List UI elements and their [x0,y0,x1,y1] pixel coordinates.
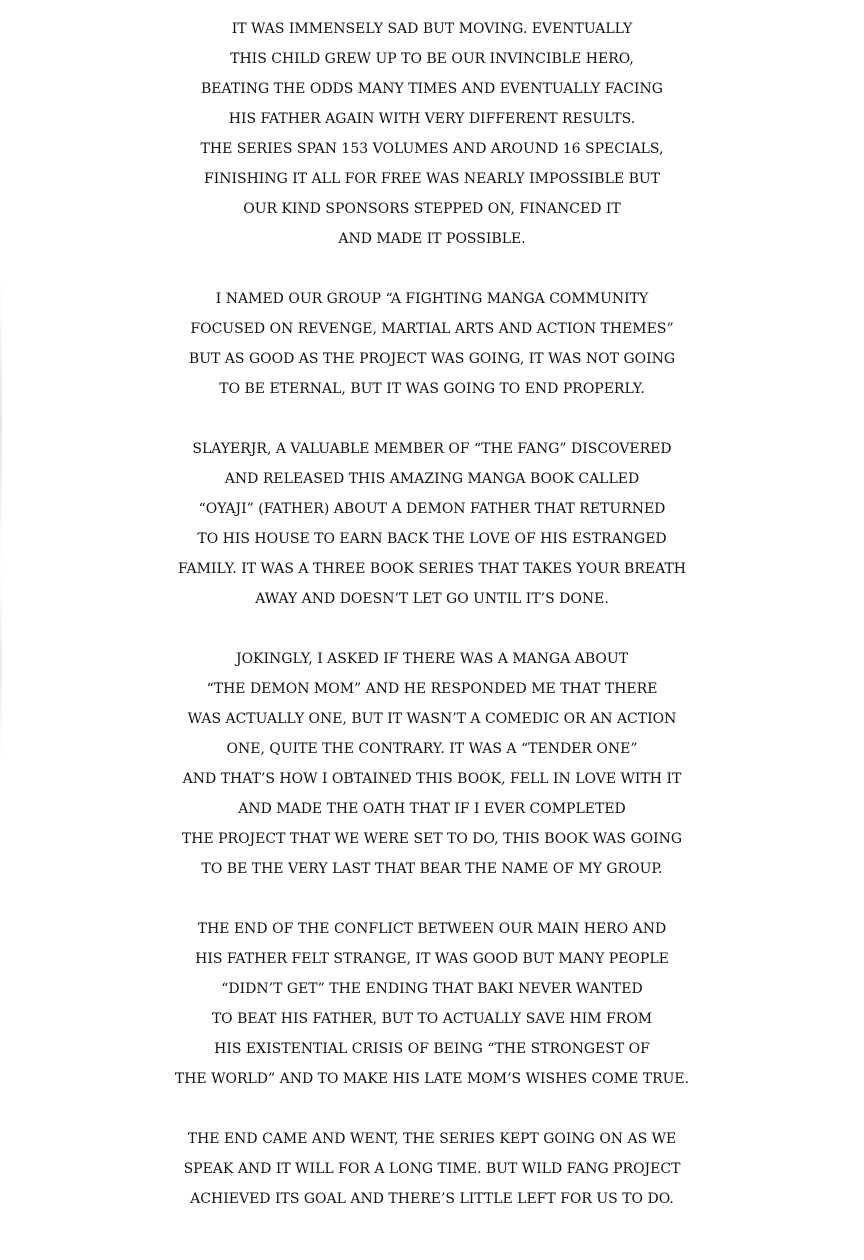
paragraph-line: THE SERIES SPAN 153 VOLUMES AND AROUND 16 SPECIALS, [200,141,664,157]
paragraph-line: I NAMED OUR GROUP “A FIGHTING MANGA COMMUNITY [215,291,649,307]
paragraph-line: AND MADE IT POSSIBLE. [338,231,526,247]
paragraph-line: BEATING THE ODDS MANY TIMES AND EVENTUALLY FACING [201,81,663,97]
paragraph-line: WAS ACTUALLY ONE, BUT IT WASN’T A COMEDIC OR AN ACTION [187,711,677,727]
paragraph-line: HIS FATHER FELT STRANGE, IT WAS GOOD BUT MANY PEOPLE [195,951,669,967]
paragraph-line: AND RELEASED THIS AMAZING MANGA BOOK CALLED [224,471,640,487]
paragraph-line: “DIDN’T GET” THE ENDING THAT BAKI NEVER WANTED [221,981,643,997]
paragraph-2 [0,284,864,404]
paragraph-line: ACHIEVED ITS GOAL AND THERE’S LITTLE LEFT FOR US TO DO. [190,1191,674,1207]
paragraph-line: HIS EXISTENTIAL CRISIS OF BEING “THE STRONGEST OF [214,1041,650,1057]
paragraph-line: TO BEAT HIS FATHER, BUT TO ACTUALLY SAVE HIM FROM [211,1011,653,1027]
paragraph-line: “THE DEMON MOM” AND HE RESPONDED ME THAT THERE [206,681,658,697]
paragraph-line: SPEAK AND IT WILL FOR A LONG TIME. BUT WILD FANG PROJECT [183,1161,681,1177]
paragraph-line: “OYAJI” (FATHER) ABOUT A DEMON FATHER THAT RETURNED [198,501,666,517]
paragraph-line: HIS FATHER AGAIN WITH VERY DIFFERENT RESULTS. [228,111,636,127]
paragraph-line: FAMILY. IT WAS A THREE BOOK SERIES THAT TAKES YOUR BREATH [178,561,686,577]
paragraph-line: OUR KIND SPONSORS STEPPED ON, FINANCED IT [243,201,621,217]
paragraph-line: THE END OF THE CONFLICT BETWEEN OUR MAIN HERO AND [197,921,667,937]
paragraph-line: IT WAS IMMENSELY SAD BUT MOVING. EVENTUALLY [231,21,633,37]
paragraph-6 [0,1124,864,1214]
paragraph-3 [0,434,864,614]
paragraph-line: TO HIS HOUSE TO EARN BACK THE LOVE OF HIS ESTRANGED [197,531,667,547]
paragraph-line: AND MADE THE OATH THAT IF I EVER COMPLETED [238,801,626,817]
paragraph-1 [0,14,864,254]
paragraph-line: JOKINGLY, I ASKED IF THERE WAS A MANGA ABOUT [235,651,629,667]
paragraph-line: AND THAT’S HOW I OBTAINED THIS BOOK, FELL IN LOVE WITH IT [182,771,682,787]
paragraph-line: AWAY AND DOESN’T LET GO UNTIL IT’S DONE. [255,591,609,607]
paragraph-line: SLAYERJR, A VALUABLE MEMBER OF “THE FANG” DISCOVERED [192,441,672,457]
paragraph-4 [0,644,864,884]
paragraph-line: THE PROJECT THAT WE WERE SET TO DO, THIS BOOK WAS GOING [181,831,683,847]
paragraph-line: TO BE THE VERY LAST THAT BEAR THE NAME OF MY GROUP. [201,861,663,877]
paragraph-line: TO BE ETERNAL, BUT IT WAS GOING TO END PROPERLY. [219,381,645,397]
paragraph-line: THE WORLD” AND TO MAKE HIS LATE MOM’S WISHES COME TRUE. [174,1071,690,1087]
paragraph-line: ONE, QUITE THE CONTRARY. IT WAS A “TENDER ONE” [226,741,638,757]
paragraph-line: FOCUSED ON REVENGE, MARTIAL ARTS AND ACTION THEMES” [190,321,674,337]
paragraph-5 [0,914,864,1094]
paragraph-line: THIS CHILD GREW UP TO BE OUR INVINCIBLE HERO, [230,51,634,67]
paragraph-line: THE END CAME AND WENT, THE SERIES KEPT GOING ON AS WE [187,1131,677,1147]
paragraph-line: FINISHING IT ALL FOR FREE WAS NEARLY IMPOSSIBLE BUT [203,171,660,187]
paragraph-line: BUT AS GOOD AS THE PROJECT WAS GOING, IT WAS NOT GOING [188,351,676,367]
